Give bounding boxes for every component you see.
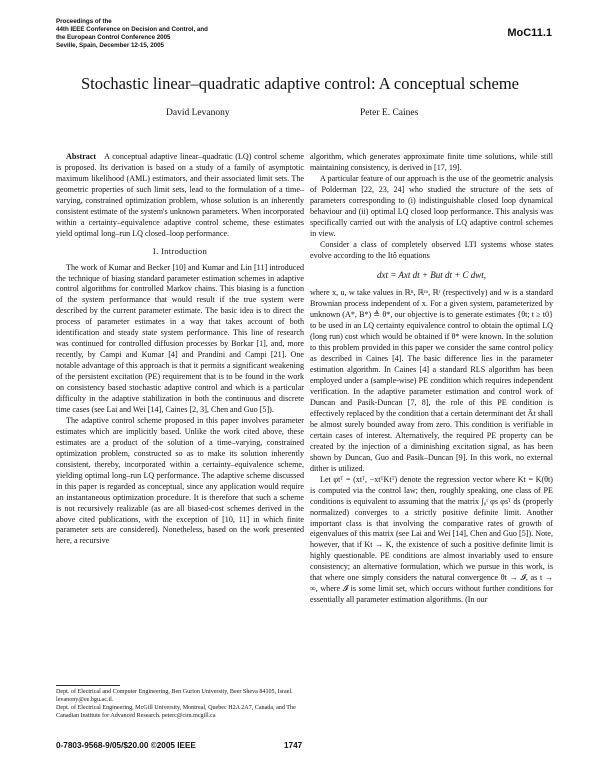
header-line: the European Control Conference 2005 bbox=[56, 34, 171, 41]
abstract-label: Abstract bbox=[66, 152, 97, 161]
header-line: 44th IEEE Conference on Decision and Control, and bbox=[56, 26, 208, 33]
proceedings-header bbox=[56, 18, 296, 50]
footnote-1: Dept. of Electrical and Computer Engineering, Ben Gurion University, Beer Sheva 84105, Israel. levanony@ee.bgu.ac.il. bbox=[56, 689, 293, 703]
body-paragraph: The work of Kumar and Becker [10] and Kumar and Lin [11] introduced the technique of biasing standard parameter estimation schemes in adaptive control algorithms for controlled Markov chains. This biasing is a function of the system performance that would result if the true system were described by the current parameter estimate. The basic idea is to direct the process of parameter estimates in a way that takes account of both identification and steady state system performance. This line of research was continued for controlled diffusion processes by Borkar [1], and, more recently, by Campi and Kumar [4] and Prandini and Campi [21]. One notable advantage of this approach is that it permits a significant weakening of the persistent excitation (PE) requirement that is to be found in the work on consistency based stochastic adaptive control and which is a particular difficulty in the adaptive stabilization in both the continuous and discrete time cases (see Lai and Wei [14], Caines [2, 3], Chen and Guo [5]). bbox=[56, 262, 304, 414]
abstract bbox=[56, 152, 304, 240]
page-number: 1747 bbox=[284, 741, 303, 750]
author-2: Peter E. Caines bbox=[360, 108, 419, 118]
footnote-rule bbox=[56, 685, 120, 686]
ito-equation: dxt = Axt dt + But dt + C dwt, bbox=[376, 269, 487, 280]
body-paragraph: algorithm, which generates approximate finite time solutions, while still maintaining consistency, is derived in [17, 19]. bbox=[310, 152, 553, 172]
body-paragraph: Consider a class of completely observed LTI systems whose states evolve according to the Itô equations bbox=[310, 239, 553, 260]
footnote-2: Dept. of Electrical Engineering, McGill University, Montreal, Quebec H2A 2A7, Canada, and The Canadian Institute for Advanced Research. peterc@cim.mcgill.ca bbox=[56, 705, 296, 719]
paper-title: Stochastic linear–quadratic adaptive control: A conceptual scheme bbox=[80, 74, 519, 93]
body-paragraph: Let φtᵀ = (xtᵀ, −xtᵀKtᵀ) denote the regression vector where Kt = K(θt) is computed via the control law; then, roughly speaking, one class of PE conditions is equivalent to assuming that the matrix ∫₀ᵗ φs φsᵀ ds (properly normalized) converges to a strictly positive definite limit. Another important class is that involving the comparative rates of growth of eigenvalues of this matrix (see Lai and Wei [14], Chen and Guo [5]). Note, however, that if Kt → K, the existence of such a positive definite limit is highly questionable. PE conditions are almost invariably used to ensure consistency; an alternative formulation, which we pursue in this work, is that where one simply considers the natural convergence θt → 𝓘, as t → ∞, where 𝓘 is some limit set, which occurs without further conditions for essentially all parameter estimation algorithms. (In our bbox=[310, 474, 553, 605]
paper-id: MoC11.1 bbox=[507, 27, 552, 39]
body-paragraph: The adaptive control scheme proposed in this paper involves parameter estimates which are implicitly based. Unlike the work cited above, these estimates are a product of the solution of a time–varying, constrained optimization problem, constructed so as to make its solution inherently consistent, thereby, incorporated within a certainty–equivalence scheme, yielding optimal long–run LQ performance. The adaptive scheme discussed in this paper is regarded as conceptual, since any application would require an instantaneous optimization procedure. It is therefore that such a scheme is not recursively realizable (as are all biased-cost schemes derived in the above cited publications, with the exception of [10, 11] in which finite parameter sets are considered). Nonetheless, based on the work presented here, a recursive bbox=[56, 415, 304, 546]
header-line: Proceedings of the bbox=[56, 18, 112, 25]
body-paragraph: where x, u, w take values in ℝⁿ, ℝᵐ, ℝʳ (respectively) and w is a standard Brownian process independent of x. For a given system, parameterized by unknown (A*, B*) ≜ θ*, our objective is to generate estimates {θt; t ≥ t0} to be used in an LQ certainty equivalence control to obtain the optimal LQ (long run) cost which would be obtained if θ* were known. In the solution to this problem provided in this paper we consider the same control policy as described in Caines [4]. The basic difference lies in the parameter estimation algorithm. In Caines [4] a standard RLS algorithm has been employed under a (sample-wise) PE condition which requires independent verification. In the adaptive parameter estimation and control work of Duncan and Pasik-Duncan [7, 8], the role of this PE condition is effectively replaced by the condition that a certain determinant det Āt shall be almost surely bounded away from zero. This condition is verifiable in certain cases of interest. Alternatively, the required PE property can be created by the injection of a diminishing excitation signal, as has been shown by Duncan, Guo and Pasik–Duncan [9]. In this work, no external dither is utilized. bbox=[310, 288, 553, 473]
author-1: David Levanony bbox=[166, 108, 230, 118]
section-heading: I. Introduction bbox=[152, 245, 208, 256]
body-paragraph: A particular feature of our approach is the use of the geometric analysis of Polderman [22, 23, 24] who studied the structure of the sets of parameters corresponding to (i) indistinguishable closed loop dynamical behaviour and (ii) optimal LQ closed loop performance. This analysis was specifically carried out with the analysis of LQ adaptive control schemes in view. bbox=[310, 173, 553, 238]
isbn-copyright: 0-7803-9568-9/05/$20.00 ©2005 IEEE bbox=[56, 741, 196, 750]
header-line: Seville, Spain, December 12-15, 2005 bbox=[56, 42, 165, 49]
left-column bbox=[56, 152, 304, 547]
right-column bbox=[310, 152, 553, 606]
abstract-text: A conceptual adaptive linear–quadratic (LQ) control scheme is proposed. Its derivation is based on a study of a family of asymptotic maximum likelihood (AML) estimators, and their associated limit sets. The geometric properties of such limit sets, lead to the formulation of a time–varying, constrained optimization problem, whose solution is an inherently consistent estimate of the system's unknown parameters. When incorporated within a certainty–equivalence adaptive control scheme, these estimates yield optimal long–run LQ closed–loop performance. bbox=[56, 152, 304, 238]
